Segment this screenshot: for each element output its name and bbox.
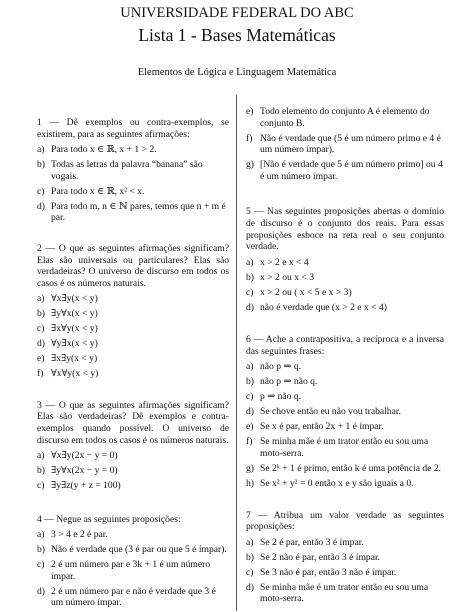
item-label: c): [37, 480, 45, 492]
problem-statement: 1 — Dê exemplos ou contra-exemplos, se existirem, para as seguintes afirmações:: [37, 117, 229, 140]
list-item: [246, 537, 444, 549]
item-text: Se minha mãe é um trator então eu sou uma moto-serra.: [260, 581, 429, 605]
item-list: [246, 537, 444, 605]
item-text: [Não é verdade que 5 é um número primo] ou 4 é um número ímpar.: [260, 159, 443, 182]
item-text: Se chove então eu não vou trabalhar.: [260, 406, 401, 418]
problem: [37, 514, 229, 609]
item-text: 3 > 4 e 2 é par.: [51, 529, 108, 541]
left-column: [37, 117, 229, 612]
problem-statement: 5 — Nas seguintes proposições abertas o domínio de discurso é o conjunto dos reais. Para essas proposições esboce na reta real o seu conjunto verdade.: [246, 206, 444, 253]
item-text: Se 2 é par, então 3 é ímpar.: [260, 536, 364, 548]
item-text: ∀x∀y(x < y): [51, 368, 99, 380]
item-list: [246, 361, 444, 489]
list-item: [37, 559, 229, 582]
item-text: não p ⇒ q.: [260, 361, 302, 373]
list-item: [246, 552, 444, 564]
item-label: d): [246, 301, 254, 313]
item-list: [37, 529, 229, 609]
item-text: ∃y∃z(y + z = 100): [51, 480, 121, 492]
item-text: ∃x∃y(x < y): [51, 353, 98, 365]
item-text: ∃y∀x(2x − y = 0): [51, 465, 118, 477]
list-item: [246, 436, 444, 459]
list-item: [37, 480, 229, 492]
item-text: Se 2ᵏ + 1 é primo, então k é uma potência de 2.: [260, 462, 442, 474]
item-text: Todas as letras da palavra “banana” são vogais.: [51, 159, 203, 182]
list-item: [246, 463, 444, 475]
item-text: x > 2 ou x < 3: [260, 271, 314, 283]
list-item: [246, 376, 444, 388]
problem-statement: 6 — Ache a contrapositiva, a recíproca e a inversa das seguintes frases:: [246, 334, 444, 357]
item-label: a): [246, 536, 254, 548]
problem-statement: 2 — O que as seguintes afirmações significam? Elas são universais ou particulares? Elas são verdadeiras? O universo de discurso em todos os casos é os números naturais.: [37, 242, 229, 289]
item-label: c): [246, 391, 254, 403]
page-subtitle: Elementos de Lógica e Linguagem Matemática: [137, 67, 337, 78]
item-list: [37, 293, 229, 380]
list-item: [246, 272, 444, 284]
list-item: [37, 186, 229, 198]
right-column: [246, 106, 444, 608]
list-item: [37, 201, 229, 224]
item-text: ∀y∃x(x < y): [51, 338, 98, 350]
item-label: e): [246, 106, 254, 117]
item-text: Todo elemento do conjunto A é elemento do conjunto B.: [260, 106, 430, 129]
list-item: [246, 421, 444, 433]
item-label: a): [37, 529, 45, 541]
item-label: e): [37, 353, 45, 365]
problem: [37, 400, 229, 492]
item-text: x > 2 e x < 4: [260, 256, 309, 268]
list-item: [37, 368, 229, 380]
item-text: ∀x∃y(2x − y = 0): [51, 450, 118, 462]
item-label: f): [37, 368, 44, 380]
item-label: h): [246, 477, 254, 489]
list-item: [37, 544, 229, 556]
item-text: não p ⇒ não q.: [260, 376, 318, 388]
problem: [246, 334, 444, 489]
list-item: [37, 465, 229, 477]
item-label: b): [246, 551, 254, 563]
item-label: c): [37, 185, 45, 197]
item-label: c): [37, 323, 45, 335]
item-label: d): [246, 581, 254, 593]
item-label: c): [246, 566, 254, 578]
list-item: [246, 582, 444, 605]
item-label: c): [37, 559, 45, 571]
list-item: [246, 567, 444, 579]
page-title: Lista 1 - Bases Matemáticas: [138, 25, 336, 45]
list-item: [37, 529, 229, 541]
item-label: e): [246, 421, 254, 433]
item-label: b): [246, 271, 254, 283]
item-label: f): [246, 436, 253, 448]
item-text: ∀x∃y(x < y): [51, 293, 98, 305]
problem: [37, 243, 229, 380]
list-item: [246, 302, 444, 314]
item-label: b): [246, 376, 254, 388]
item-text: Se 2 não é par, então 3 é ímpar.: [260, 551, 381, 563]
list-item: [37, 293, 229, 305]
item-text: Se minha mãe é um trator então eu sou uma moto-serra.: [260, 436, 429, 459]
item-label: d): [37, 200, 45, 212]
problem-statement: 3 — O que as seguintes afirmações significam? Elas são verdadeiras? Dê exemplos e contra-exemplos quando possível. O universo de discurso em todos os casos é os números naturais.: [37, 399, 229, 446]
item-label: a): [246, 361, 254, 373]
item-text: Se x é par, então 2x + 1 é ímpar.: [260, 421, 384, 433]
item-label: d): [37, 338, 45, 350]
item-list: [246, 257, 444, 314]
column-divider: [236, 95, 237, 611]
problem: [246, 510, 444, 605]
item-text: Não é verdade que (3 é par ou que 5 é ímpar).: [51, 544, 227, 556]
item-label: a): [37, 144, 45, 156]
item-text: ∃x∀y(x < y): [51, 323, 98, 335]
item-text: p ⇒ não q.: [260, 391, 302, 403]
list-item: [37, 338, 229, 350]
item-text: não é verdade que (x > 2 e x < 4): [260, 301, 387, 313]
item-list: [37, 144, 229, 224]
item-label: b): [37, 159, 45, 171]
university-name: UNIVERSIDADE FEDERAL DO ABC: [120, 5, 354, 21]
problem-statement: 4 — Negue as seguintes proposições:: [37, 513, 181, 525]
problem: [246, 106, 444, 182]
item-label: d): [246, 406, 254, 418]
problem: [37, 117, 229, 224]
list-item: [37, 308, 229, 320]
list-item: [37, 159, 229, 182]
item-text: 2 é um número par e 3k + 1 é um número ímpar.: [51, 559, 211, 582]
list-item: [246, 287, 444, 299]
list-item: [246, 106, 444, 129]
item-label: d): [37, 585, 45, 597]
list-item: [246, 257, 444, 269]
list-item: [37, 144, 229, 156]
item-text: x > 2 ou ( x < 5 e x > 3): [260, 286, 352, 298]
item-label: f): [246, 132, 253, 144]
item-label: b): [37, 544, 45, 556]
list-item: [246, 406, 444, 418]
item-text: ∃y∀x(x < y): [51, 308, 98, 320]
item-label: a): [37, 450, 45, 462]
item-label: g): [246, 462, 254, 474]
item-list: [37, 450, 229, 492]
item-label: a): [37, 293, 45, 305]
list-item: [37, 323, 229, 335]
item-label: b): [37, 465, 45, 477]
list-item: [246, 391, 444, 403]
list-item: [246, 478, 444, 490]
list-item: [37, 450, 229, 462]
list-item: [246, 159, 444, 182]
item-list: [246, 106, 444, 182]
item-label: a): [246, 256, 254, 268]
item-text: Se x² + y² = 0 então x e y são iguais a 0.: [260, 477, 414, 489]
item-text: Para todo x ∈ ℝ, x² < x.: [51, 185, 145, 197]
item-text: Se 3 não é par, então 3 não é ímpar.: [260, 566, 397, 578]
item-label: g): [246, 159, 254, 171]
item-text: Para todo x ∈ ℝ, x + 1 > 2.: [51, 144, 157, 156]
list-item: [37, 353, 229, 365]
item-label: b): [37, 308, 45, 320]
item-text: Para todo m, n ∈ ℕ pares, temos que n + m é par.: [51, 200, 226, 224]
list-item: [246, 133, 444, 156]
list-item: [246, 361, 444, 373]
problem: [246, 206, 444, 313]
item-label: c): [246, 286, 254, 298]
problem-statement: 7 — Atribua um valor verdade as seguintes proposições:: [246, 509, 444, 533]
item-text: 2 é um número par e não é verdade que 3 é um número ímpar.: [51, 585, 216, 609]
item-text: Não é verdade que (5 é um número primo e 4 é um número ímpar).: [260, 132, 441, 156]
list-item: [37, 586, 229, 609]
